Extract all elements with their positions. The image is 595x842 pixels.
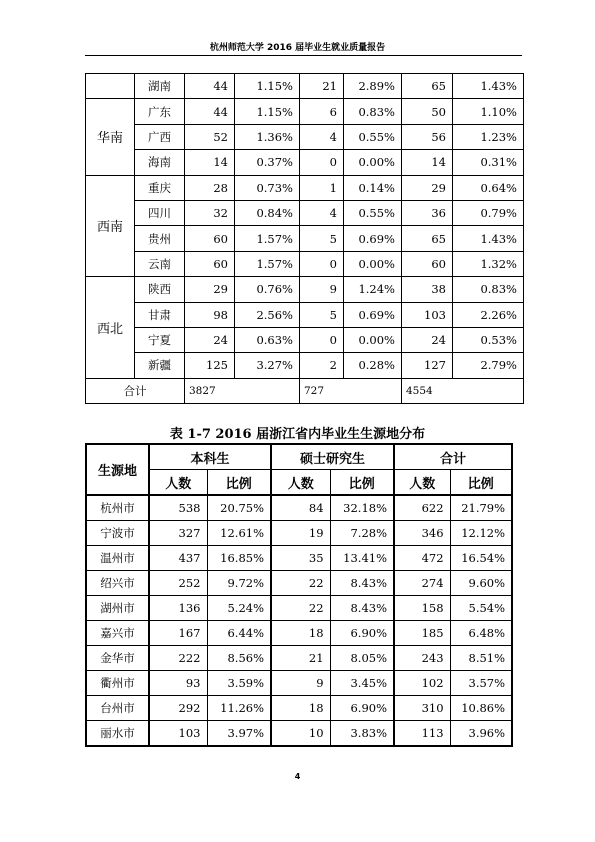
total-ratio-cell: 5.54% (450, 596, 512, 621)
province-cell: 广东 (135, 99, 185, 124)
total-count-cell: 185 (394, 621, 450, 646)
master-ratio-cell: 1.24% (344, 277, 402, 302)
undergrad-ratio-cell: 1.15% (235, 74, 300, 99)
undergrad-ratio-cell: 8.56% (207, 646, 271, 671)
undergrad-count-cell: 93 (149, 671, 207, 696)
undergrad-total-cell: 3827 (185, 378, 300, 403)
master-header: 硕士研究生 (271, 444, 394, 470)
undergrad-count-cell: 32 (185, 200, 235, 225)
master-count-cell: 4 (300, 200, 344, 225)
total-ratio-cell: 1.43% (453, 74, 524, 99)
city-cell: 宁波市 (86, 521, 149, 546)
province-cell: 广西 (135, 124, 185, 149)
master-count-cell: 6 (300, 99, 344, 124)
city-cell: 衢州市 (86, 671, 149, 696)
total-count-cell: 29 (402, 175, 453, 200)
total-count-cell: 346 (394, 521, 450, 546)
total-row (86, 378, 524, 403)
undergrad-count-cell: 136 (149, 596, 207, 621)
table-row (86, 546, 512, 571)
undergrad-ratio-cell: 3.27% (235, 353, 300, 378)
province-table-body (86, 74, 524, 404)
undergrad-count-cell: 28 (185, 175, 235, 200)
total-count-cell: 472 (394, 546, 450, 571)
total-ratio-cell: 0.31% (453, 150, 524, 175)
total-count-cell: 56 (402, 124, 453, 149)
total-ratio-cell: 16.54% (450, 546, 512, 571)
region-cell: 西南 (86, 175, 135, 277)
table-row (86, 353, 524, 378)
province-cell: 宁夏 (135, 327, 185, 352)
undergrad-count-cell: 125 (185, 353, 235, 378)
total-ratio-cell: 1.10% (453, 99, 524, 124)
table-row (86, 596, 512, 621)
master-count-cell: 9 (271, 671, 330, 696)
total-count-cell: 243 (394, 646, 450, 671)
master-ratio-cell: 0.14% (344, 175, 402, 200)
undergrad-ratio-cell: 9.72% (207, 571, 271, 596)
undergrad-count-cell: 24 (185, 327, 235, 352)
total-count-cell: 60 (402, 251, 453, 276)
master-count-cell: 5 (300, 302, 344, 327)
total-ratio-cell: 2.26% (453, 302, 524, 327)
total-ratio-cell: 0.53% (453, 327, 524, 352)
master-count-cell: 0 (300, 251, 344, 276)
table-row (86, 495, 512, 521)
undergrad-ratio-cell: 0.37% (235, 150, 300, 175)
undergrad-count-cell: 292 (149, 696, 207, 721)
master-ratio-cell: 0.00% (344, 327, 402, 352)
region-cell (86, 74, 135, 99)
undergrad-ratio-cell: 0.76% (235, 277, 300, 302)
master-count-cell: 21 (271, 646, 330, 671)
master-ratio-cell: 6.90% (330, 696, 394, 721)
master-count-cell: 10 (271, 721, 330, 747)
total-ratio-cell: 0.64% (453, 175, 524, 200)
master-count-cell: 22 (271, 571, 330, 596)
total-ratio-cell: 9.60% (450, 571, 512, 596)
undergrad-ratio-cell: 1.57% (235, 251, 300, 276)
province-cell: 重庆 (135, 175, 185, 200)
master-ratio-cell: 8.05% (330, 646, 394, 671)
city-cell: 湖州市 (86, 596, 149, 621)
master-ratio-cell: 3.45% (330, 671, 394, 696)
total-count-cell: 50 (402, 99, 453, 124)
master-count-cell: 0 (300, 150, 344, 175)
total-count-cell: 36 (402, 200, 453, 225)
total-count-cell: 622 (394, 495, 450, 521)
city-cell: 杭州市 (86, 495, 149, 521)
master-ratio-cell: 6.90% (330, 621, 394, 646)
total-count-cell: 65 (402, 226, 453, 251)
table-row (86, 124, 524, 149)
undergrad-ratio-cell: 0.84% (235, 200, 300, 225)
province-cell: 贵州 (135, 226, 185, 251)
region-cell: 西北 (86, 277, 135, 379)
total-ratio-cell: 1.23% (453, 124, 524, 149)
grand-total-cell: 4554 (402, 378, 524, 403)
master-ratio-cell: 0.00% (344, 251, 402, 276)
table-row (86, 99, 524, 124)
undergrad-count-cell: 52 (185, 124, 235, 149)
undergrad-ratio-cell: 1.36% (235, 124, 300, 149)
total-ratio-cell: 10.86% (450, 696, 512, 721)
undergrad-count-cell: 222 (149, 646, 207, 671)
master-count-cell: 18 (271, 621, 330, 646)
master-count-cell: 2 (300, 353, 344, 378)
table-row (86, 251, 524, 276)
total-ratio-cell: 8.51% (450, 646, 512, 671)
count-header: 人数 (149, 470, 207, 496)
master-count-cell: 5 (300, 226, 344, 251)
province-cell: 陕西 (135, 277, 185, 302)
undergrad-ratio-cell: 1.15% (235, 99, 300, 124)
master-ratio-cell: 0.69% (344, 226, 402, 251)
table-row (86, 150, 524, 175)
table-row (86, 327, 524, 352)
province-cell: 云南 (135, 251, 185, 276)
master-ratio-cell: 0.55% (344, 124, 402, 149)
table-row (86, 74, 524, 99)
total-ratio-cell: 0.79% (453, 200, 524, 225)
undergrad-count-cell: 44 (185, 74, 235, 99)
master-ratio-cell: 0.55% (344, 200, 402, 225)
total-count-cell: 113 (394, 721, 450, 747)
master-ratio-cell: 7.28% (330, 521, 394, 546)
table-row (86, 277, 524, 302)
master-ratio-cell: 0.00% (344, 150, 402, 175)
total-count-cell: 24 (402, 327, 453, 352)
undergrad-count-cell: 103 (149, 721, 207, 747)
undergrad-count-cell: 98 (185, 302, 235, 327)
total-count-cell: 14 (402, 150, 453, 175)
undergrad-count-cell: 14 (185, 150, 235, 175)
undergrad-count-cell: 538 (149, 495, 207, 521)
undergrad-ratio-cell: 1.57% (235, 226, 300, 251)
master-ratio-cell: 2.89% (344, 74, 402, 99)
header-rule (85, 55, 522, 56)
undergrad-ratio-cell: 2.56% (235, 302, 300, 327)
master-count-cell: 18 (271, 696, 330, 721)
total-count-cell: 127 (402, 353, 453, 378)
province-cell: 海南 (135, 150, 185, 175)
header-row (86, 444, 512, 470)
master-ratio-cell: 32.18% (330, 495, 394, 521)
city-cell: 绍兴市 (86, 571, 149, 596)
table-row (86, 671, 512, 696)
table-row (86, 646, 512, 671)
undergrad-ratio-cell: 3.59% (207, 671, 271, 696)
total-ratio-cell: 3.57% (450, 671, 512, 696)
master-count-cell: 0 (300, 327, 344, 352)
table-row (86, 696, 512, 721)
master-count-cell: 9 (300, 277, 344, 302)
city-cell: 温州市 (86, 546, 149, 571)
master-ratio-cell: 8.43% (330, 571, 394, 596)
undergrad-ratio-cell: 20.75% (207, 495, 271, 521)
province-cell: 四川 (135, 200, 185, 225)
master-ratio-cell: 13.41% (330, 546, 394, 571)
master-ratio-cell: 0.83% (344, 99, 402, 124)
total-count-cell: 38 (402, 277, 453, 302)
master-count-cell: 1 (300, 175, 344, 200)
city-cell: 台州市 (86, 696, 149, 721)
undergrad-count-cell: 167 (149, 621, 207, 646)
total-ratio-cell: 1.43% (453, 226, 524, 251)
master-count-cell: 19 (271, 521, 330, 546)
undergrad-header: 本科生 (149, 444, 271, 470)
master-ratio-cell: 8.43% (330, 596, 394, 621)
master-count-cell: 4 (300, 124, 344, 149)
undergrad-ratio-cell: 5.24% (207, 596, 271, 621)
master-count-cell: 84 (271, 495, 330, 521)
total-ratio-cell: 21.79% (450, 495, 512, 521)
total-count-cell: 158 (394, 596, 450, 621)
region-cell: 华南 (86, 99, 135, 175)
subheader-row (86, 470, 512, 496)
table-row (86, 721, 512, 747)
undergrad-count-cell: 29 (185, 277, 235, 302)
total-ratio-cell: 12.12% (450, 521, 512, 546)
total-header: 合计 (394, 444, 512, 470)
zhejiang-origin-table (85, 443, 513, 747)
undergrad-count-cell: 60 (185, 226, 235, 251)
city-cell: 丽水市 (86, 721, 149, 747)
table-row (86, 571, 512, 596)
ratio-header: 比例 (450, 470, 512, 496)
page-header: 杭州师范大学 2016 届毕业生就业质量报告 (209, 43, 386, 53)
total-count-cell: 102 (394, 671, 450, 696)
ratio-header: 比例 (330, 470, 394, 496)
table-row (86, 200, 524, 225)
undergrad-ratio-cell: 16.85% (207, 546, 271, 571)
total-ratio-cell: 0.83% (453, 277, 524, 302)
master-count-cell: 22 (271, 596, 330, 621)
undergrad-count-cell: 252 (149, 571, 207, 596)
undergrad-count-cell: 437 (149, 546, 207, 571)
province-cell: 甘肃 (135, 302, 185, 327)
master-total-cell: 727 (300, 378, 402, 403)
ratio-header: 比例 (207, 470, 271, 496)
count-header: 人数 (394, 470, 450, 496)
undergrad-ratio-cell: 0.63% (235, 327, 300, 352)
undergrad-count-cell: 44 (185, 99, 235, 124)
undergrad-count-cell: 327 (149, 521, 207, 546)
table-row (86, 226, 524, 251)
table-row (86, 302, 524, 327)
master-ratio-cell: 3.83% (330, 721, 394, 747)
table-row (86, 175, 524, 200)
undergrad-ratio-cell: 6.44% (207, 621, 271, 646)
undergrad-ratio-cell: 3.97% (207, 721, 271, 747)
master-ratio-cell: 0.28% (344, 353, 402, 378)
table-row (86, 621, 512, 646)
total-count-cell: 274 (394, 571, 450, 596)
total-ratio-cell: 6.48% (450, 621, 512, 646)
undergrad-ratio-cell: 0.73% (235, 175, 300, 200)
master-ratio-cell: 0.69% (344, 302, 402, 327)
undergrad-ratio-cell: 12.61% (207, 521, 271, 546)
total-ratio-cell: 1.32% (453, 251, 524, 276)
count-header: 人数 (271, 470, 330, 496)
table-row (86, 521, 512, 546)
city-cell: 金华市 (86, 646, 149, 671)
total-count-cell: 310 (394, 696, 450, 721)
city-cell: 嘉兴市 (86, 621, 149, 646)
table-caption: 表 1-7 2016 届浙江省内毕业生生源地分布 (169, 427, 426, 442)
total-ratio-cell: 3.96% (450, 721, 512, 747)
master-count-cell: 21 (300, 74, 344, 99)
province-cell: 湖南 (135, 74, 185, 99)
origin-header: 生源地 (86, 444, 149, 495)
total-ratio-cell: 2.79% (453, 353, 524, 378)
page-number: 4 (294, 772, 301, 781)
undergrad-ratio-cell: 11.26% (207, 696, 271, 721)
total-count-cell: 65 (402, 74, 453, 99)
undergrad-count-cell: 60 (185, 251, 235, 276)
province-distribution-table (85, 73, 524, 404)
province-cell: 新疆 (135, 353, 185, 378)
origin-table-body (86, 495, 512, 746)
total-label: 合计 (86, 378, 185, 403)
master-count-cell: 35 (271, 546, 330, 571)
total-count-cell: 103 (402, 302, 453, 327)
